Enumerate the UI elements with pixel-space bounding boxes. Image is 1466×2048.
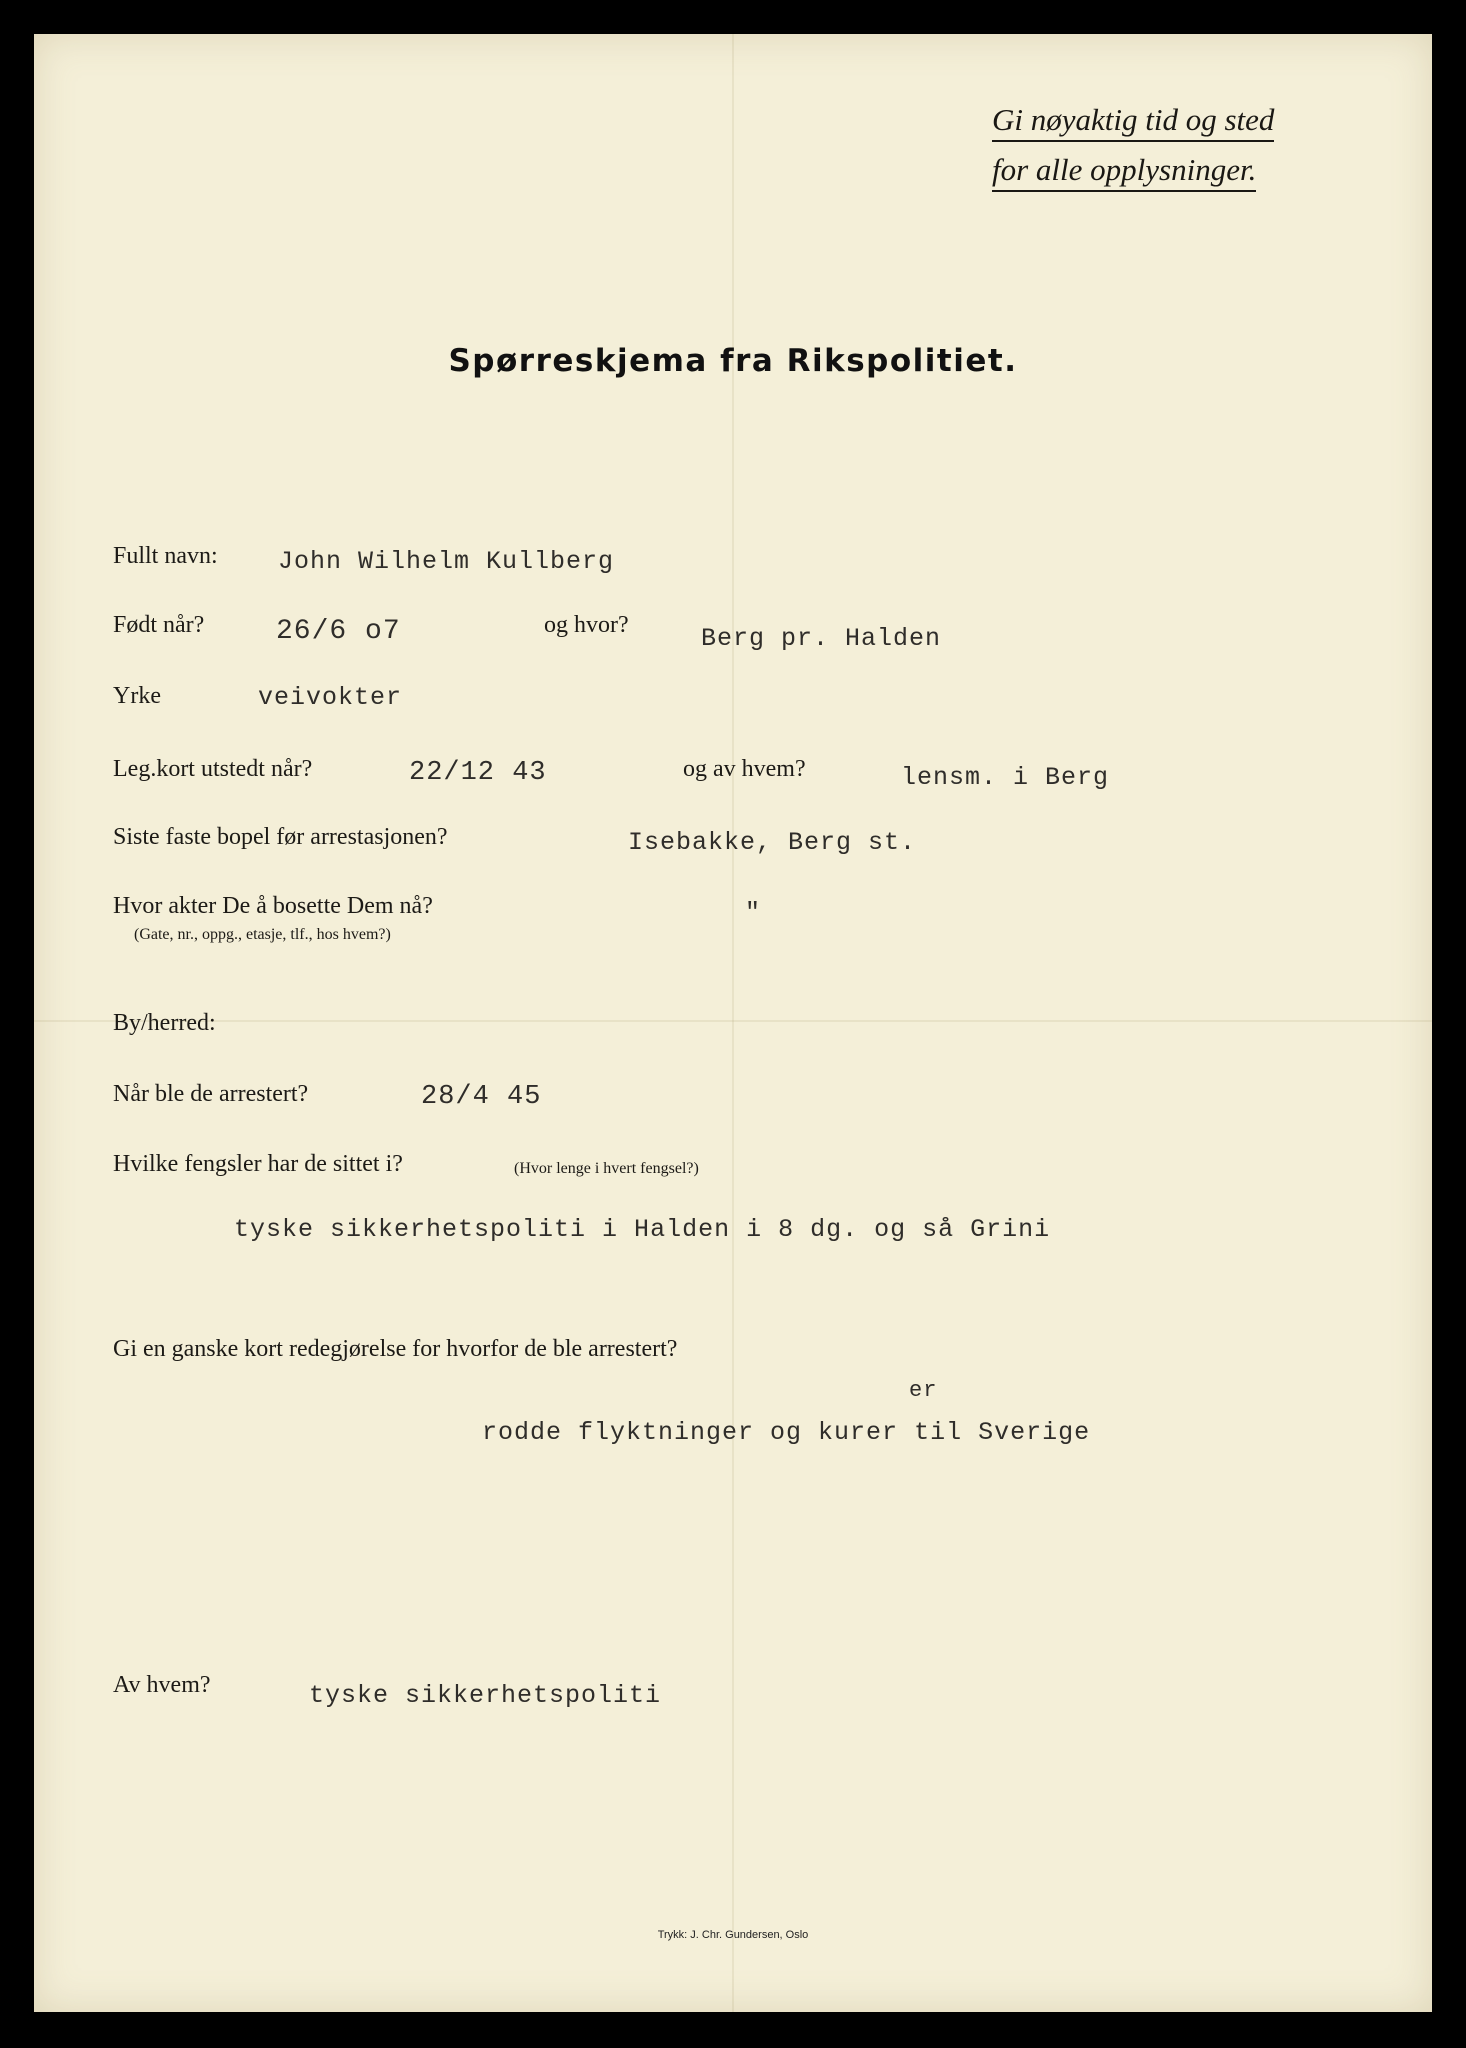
- label-arrestert-naar: Når ble de arrestert?: [113, 1081, 309, 1107]
- header-note-line1: Gi nøyaktig tid og sted: [992, 102, 1274, 142]
- label-fengsler: Hvilke fengsler har de sittet i?: [113, 1151, 403, 1177]
- label-by-herred: By/herred:: [113, 1010, 216, 1036]
- label-legkort-naar: Leg.kort utstedt når?: [113, 756, 313, 782]
- printer-imprint: Trykk: J. Chr. Gundersen, Oslo: [657, 1929, 809, 1941]
- header-note-line2: for alle opplysninger.: [992, 152, 1256, 192]
- label-hvorfor: Gi en ganske kort redegjørelse for hvorfor de ble arrestert?: [113, 1336, 678, 1362]
- value-yrke: veivokter: [258, 683, 403, 712]
- value-arrestert-naar: 28/4 45: [421, 1082, 542, 1112]
- correction-hvorfor: er: [909, 1378, 938, 1403]
- form-title: Spørreskjema fra Rikspolitiet.: [448, 343, 1018, 379]
- value-siste-bopel: Isebakke, Berg st.: [628, 828, 917, 857]
- value-av-hvem: tyske sikkerhetspoliti: [309, 1681, 662, 1710]
- value-legkort-naar: 22/12 43: [409, 758, 547, 788]
- value-fodt-naar: 26/6 o7: [276, 616, 401, 647]
- label-fodt-naar: Født når?: [113, 612, 205, 638]
- value-bosette: ": [745, 898, 762, 927]
- value-hvorfor: rodde flyktninger og kurer til Sverige: [482, 1418, 1091, 1447]
- fold-line-vertical: [732, 34, 734, 2012]
- value-fullt-navn: John Wilhelm Kullberg: [278, 547, 615, 576]
- label-yrke: Yrke: [113, 683, 161, 709]
- label-fullt-navn: Fullt navn:: [113, 543, 218, 569]
- label-legkort-hvem: og av hvem?: [683, 756, 806, 782]
- hint-fengsler: (Hvor lenge i hvert fengsel?): [514, 1160, 699, 1177]
- label-fodt-hvor: og hvor?: [544, 612, 629, 638]
- value-fengsler: tyske sikkerhetspoliti i Halden i 8 dg. og så Grini: [234, 1215, 1051, 1244]
- fold-line-horizontal: [34, 1020, 1432, 1022]
- label-siste-bopel: Siste faste bopel før arrestasjonen?: [113, 824, 448, 850]
- label-bosette: Hvor akter De å bosette Dem nå?: [113, 893, 433, 919]
- hint-bosette: (Gate, nr., oppg., etasje, tlf., hos hvem?): [134, 926, 391, 943]
- label-av-hvem: Av hvem?: [113, 1672, 211, 1698]
- value-legkort-hvem: lensm. i Berg: [901, 763, 1110, 792]
- value-fodt-hvor: Berg pr. Halden: [701, 624, 942, 653]
